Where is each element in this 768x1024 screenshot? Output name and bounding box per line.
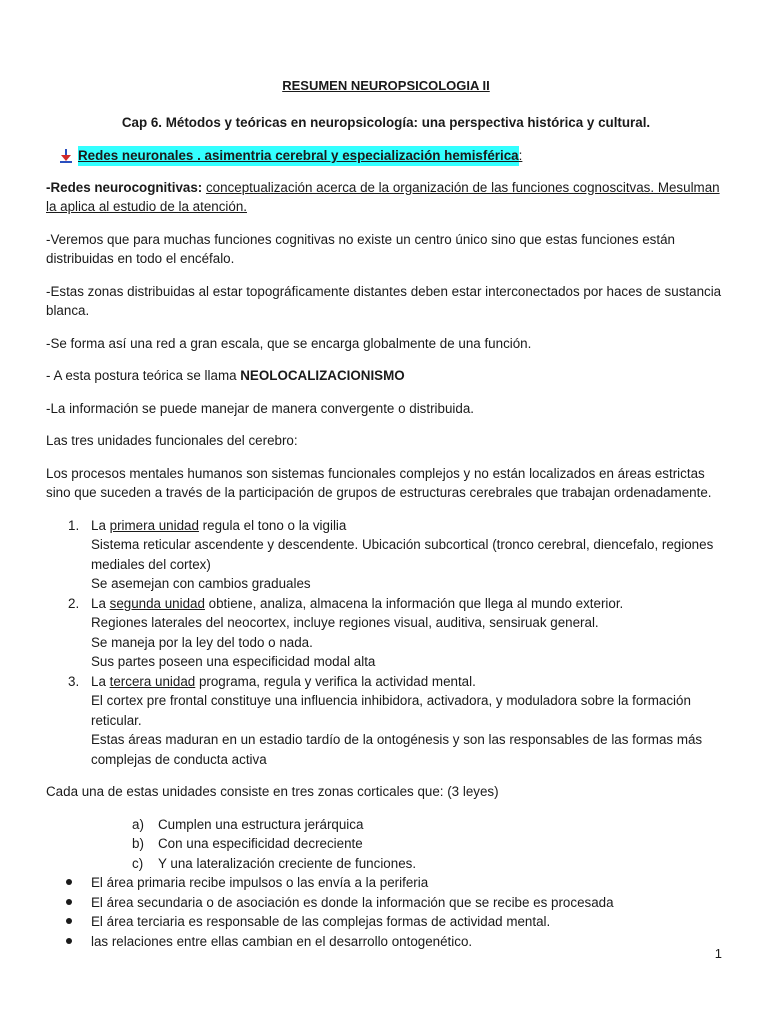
unit-detail: El cortex pre frontal constituye una influencia inhibidora, activadora, y moduladora sobre la formación reticular. (91, 693, 691, 728)
unit-detail: Estas áreas maduran en un estadio tardío de la ontogénesis y son las responsables de las formas más complejas de conducta activa (91, 732, 703, 767)
underlined-definition: conceptualización acerca de la organización de las funciones cognoscitvas. Mesulman la aplica al estudio de la atención. (46, 179, 720, 214)
list-item-unit-1 (46, 516, 726, 594)
paragraph-red: -Se forma así una red a gran escala, que se encarga globalmente de una función. (46, 335, 532, 351)
list-item-unit-2 (46, 594, 726, 672)
page-number: 1 (714, 946, 722, 961)
paragraph-leyes: Cada una de estas unidades consiste en tres zonas corticales que: (3 leyes) (46, 784, 499, 799)
paragraph-zonas: -Estas zonas distribuidas al estar topográficamente distantes deben estar interconectados por haces de sustancia blanca. (46, 283, 722, 318)
unit-line: La tercera unidad programa, regula y verifica la actividad mental. (91, 673, 476, 689)
list-item-unit-3 (46, 672, 726, 770)
neolocalizacionismo-term: NEOLOCALIZACIONISMO (240, 368, 405, 383)
document-title: RESUMEN NEUROPSICOLOGIA II (282, 78, 490, 93)
paragraph-procesos: Los procesos mentales humanos son sistemas funcionales complejos y no están localizados en áreas estrictas sino que suceden a través de la participación de grupos de estructuras cerebrales que trabajan ordenadamente. (46, 465, 712, 500)
list-item-law: a) Cumplen una estructura jerárquica (132, 816, 364, 832)
unit-name: tercera unidad (109, 673, 196, 689)
unit-name: segunda unidad (109, 595, 205, 611)
list-item-bullet: El área secundaria o de asociación es donde la información que se recibe es procesada (46, 893, 726, 913)
bullet-dot-icon (66, 879, 72, 885)
list-item-bullet: las relaciones entre ellas cambian en el desarrollo ontogenético. (46, 932, 726, 952)
paragraph-informacion: -La información se puede manejar de manera convergente o distribuida. (46, 400, 475, 416)
unit-line: La primera unidad regula el tono o la vigilia (91, 517, 347, 533)
postura-text: - A esta postura teórica se llama (46, 368, 241, 383)
paragraph-redes (46, 178, 726, 217)
highlighted-heading-text: Redes neuronales . asimentria cerebral y especialización hemisférica (78, 146, 519, 166)
bullet-dot-icon (66, 938, 72, 944)
list-number: 2. (68, 595, 80, 611)
document-page (46, 76, 726, 951)
bold-term: -Redes neurocognitivas: (46, 179, 206, 195)
section-heading (60, 146, 726, 166)
paragraph-postura (46, 366, 726, 386)
chapter-subtitle: Cap 6. Métodos y teóricas en neuropsicología: una perspectiva histórica y cultural. (121, 114, 651, 130)
list-item-law: c) Y una lateralización creciente de funciones. (132, 855, 417, 871)
unit-detail: Se asemejan con cambios graduales (91, 576, 311, 591)
unit-name: primera unidad (109, 517, 199, 533)
list-number: 3. (68, 673, 80, 689)
list-item-bullet: El área primaria recibe impulsos o las envía a la periferia (46, 873, 726, 893)
unit-detail: Sistema reticular ascendente y descendente. Ubicación subcortical (tronco cerebral, diencefalo, regiones mediales del cortex) (91, 537, 714, 572)
list-item-law: b) Con una especificidad decreciente (132, 836, 363, 851)
list-number: 1. (68, 517, 80, 533)
unit-line: La segunda unidad obtiene, analiza, almacena la información que llega al mundo exterior. (91, 595, 624, 611)
heading-colon: : (518, 148, 523, 163)
bullet-dot-icon (66, 899, 72, 905)
areas-bullet-list (46, 873, 726, 951)
paragraph-unidades-heading: Las tres unidades funcionales del cerebro: (46, 433, 298, 448)
unit-detail: Sus partes poseen una especificidad modal alta (91, 654, 376, 669)
units-list (46, 516, 726, 770)
laws-list (46, 815, 726, 874)
bullet-dot-icon (66, 918, 72, 924)
arrow-bullet-icon (60, 149, 72, 163)
unit-detail: Se maneja por la ley del todo o nada. (91, 634, 313, 650)
paragraph-funciones: -Veremos que para muchas funciones cognitivas no existe un centro único sino que estas funciones están distribuidas en todo el encéfalo. (46, 231, 675, 266)
list-item-bullet: El área terciaria es responsable de las complejas formas de actividad mental. (46, 912, 726, 932)
unit-detail: Regiones laterales del neocortex, incluye regiones visual, auditiva, sensiruak general. (91, 615, 599, 630)
